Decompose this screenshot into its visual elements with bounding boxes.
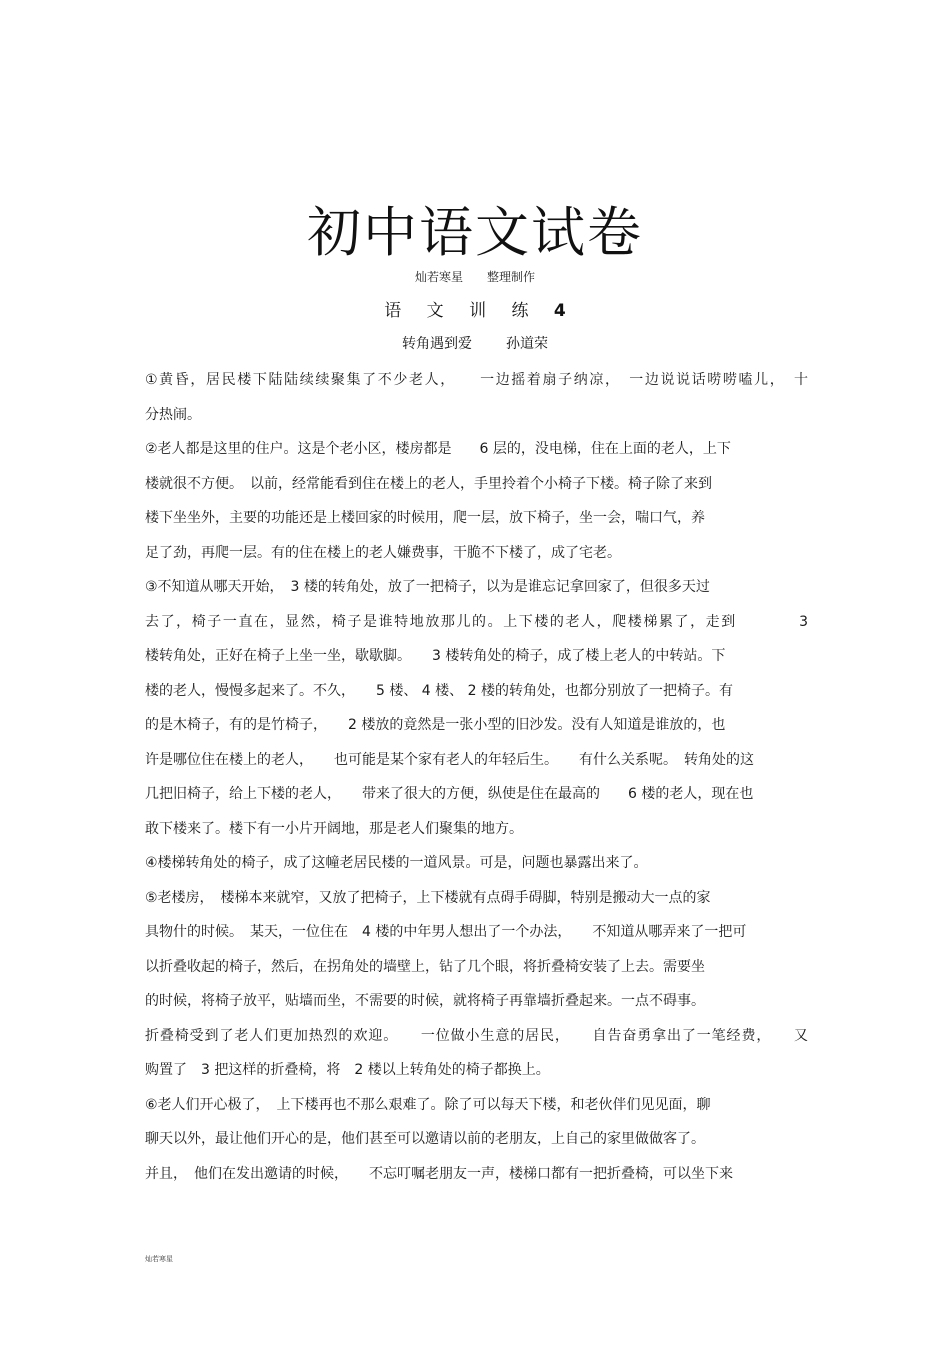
article-title: 转角遇到爱 bbox=[402, 336, 472, 352]
text-line: 楼转角处，正好在椅子上坐一坐，歇歇脚。 3 楼转角处的椅子，成了楼上老人的中转站。下 bbox=[145, 648, 726, 664]
text-line: 的时候，将椅子放平，贴墙而坐，不需要的时候，就将椅子再靠墙折叠起来。一点不碍事。 bbox=[145, 993, 705, 1009]
text-line: ⑥老人们开心极了， 上下楼再也不那么艰难了。除了可以每天下楼，和老伙伴们见见面，聊 bbox=[145, 1096, 711, 1113]
text-line: 楼的老人，慢慢多起来了。不久， 5 楼、 4 楼、 2 楼的转角处，也都分别放了一把椅子。有 bbox=[145, 682, 733, 699]
maker-line bbox=[0, 268, 950, 286]
section-subtitle bbox=[0, 297, 950, 325]
text-line: ②老人都是这里的住户。这是个老小区，楼房都是 6 层的，没电梯，住在上面的老人，上下 bbox=[145, 441, 731, 457]
text-line: 的是木椅子，有的是竹椅子， 2 楼放的竟然是一张小型的旧沙发。没有人知道是谁放的，也 bbox=[145, 717, 726, 733]
text-line: 以折叠收起的椅子，然后，在拐角处的墙壁上，钻了几个眼，将折叠椅安装了上去。需要坐 bbox=[145, 958, 705, 975]
text-line: 购置了 3 把这样的折叠椅，将 2 楼以上转角处的椅子都换上。 bbox=[145, 1062, 550, 1078]
text-line: ⑤老楼房， 楼梯本来就窄，又放了把椅子，上下楼就有点碍手碍脚，特别是搬动大一点的家 bbox=[145, 889, 711, 906]
maker-note: 整理制作 bbox=[487, 270, 536, 284]
text-line: 折叠椅受到了老人们更加热烈的欢迎。 一位做小生意的居民， 自告奋勇拿出了一笔经费， 又 bbox=[145, 1027, 808, 1044]
page-footer: 灿若寒星 bbox=[145, 1255, 173, 1263]
text-line: 楼下坐坐外，主要的功能还是上楼回家的时候用，爬一层，放下椅子，坐一会，喘口气，养 bbox=[145, 510, 705, 526]
text-line: 具物什的时候。 某天，一位住在 4 楼的中年男人想出了一个办法， 不知道从哪弄来了一把可 bbox=[145, 924, 747, 940]
text-line: ④楼梯转角处的椅子，成了这幢老居民楼的一道风景。可是，问题也暴露出来了。 bbox=[145, 855, 648, 871]
page-title: 初中语文试卷 bbox=[307, 201, 643, 264]
text-line: 去了，椅子一直在，显然，椅子是谁特地放那儿的。上下楼的老人，爬楼梯累了，走到 3 bbox=[145, 613, 808, 630]
subtitle-text: 语 文 训 练 bbox=[384, 301, 539, 321]
text-line: 敢下楼来了。楼下有一小片开阔地，那是老人们聚集的地方。 bbox=[145, 820, 523, 837]
text-line: 许是哪位住在楼上的老人， 也可能是某个家有老人的年轻后生。 有什么关系呢。 转角处的这 bbox=[145, 751, 754, 768]
text-line: ③不知道从哪天开始， 3 楼的转角处，放了一把椅子，以为是谁忘记拿回家了，但很多天过 bbox=[145, 579, 710, 595]
text-line: 几把旧椅子，给上下楼的老人， 带来了很大的方便，纵使是住在最高的 6 楼的老人，现在也 bbox=[145, 786, 754, 802]
text-line: 楼就很不方便。 以前，经常能看到住在楼上的老人，手里拎着个小椅子下楼。椅子除了来到 bbox=[145, 475, 712, 492]
text-line: 聊天以外，最让他们开心的是，他们甚至可以邀请以前的老朋友，上自己的家里做做客了。 bbox=[145, 1131, 705, 1147]
text-line: 并且， 他们在发出邀请的时候， 不忘叮嘱老朋友一声，楼梯口都有一把折叠椅，可以坐下来 bbox=[145, 1165, 733, 1182]
article-body bbox=[145, 367, 808, 1195]
text-line: ①黄昏，居民楼下陆陆续续聚集了不少老人， 一边摇着扇子纳凉， 一边说说话唠唠嗑儿， 十 bbox=[145, 372, 808, 388]
maker-name: 灿若寒星 bbox=[414, 270, 463, 284]
subtitle-number: 4 bbox=[553, 301, 566, 321]
text-line: 足了劲，再爬一层。有的住在楼上的老人嫌费事，干脆不下楼了，成了宅老。 bbox=[145, 544, 621, 561]
text-line: 分热闹。 bbox=[145, 406, 201, 423]
article-author: 孙道荣 bbox=[506, 336, 548, 352]
article-heading bbox=[0, 333, 950, 355]
